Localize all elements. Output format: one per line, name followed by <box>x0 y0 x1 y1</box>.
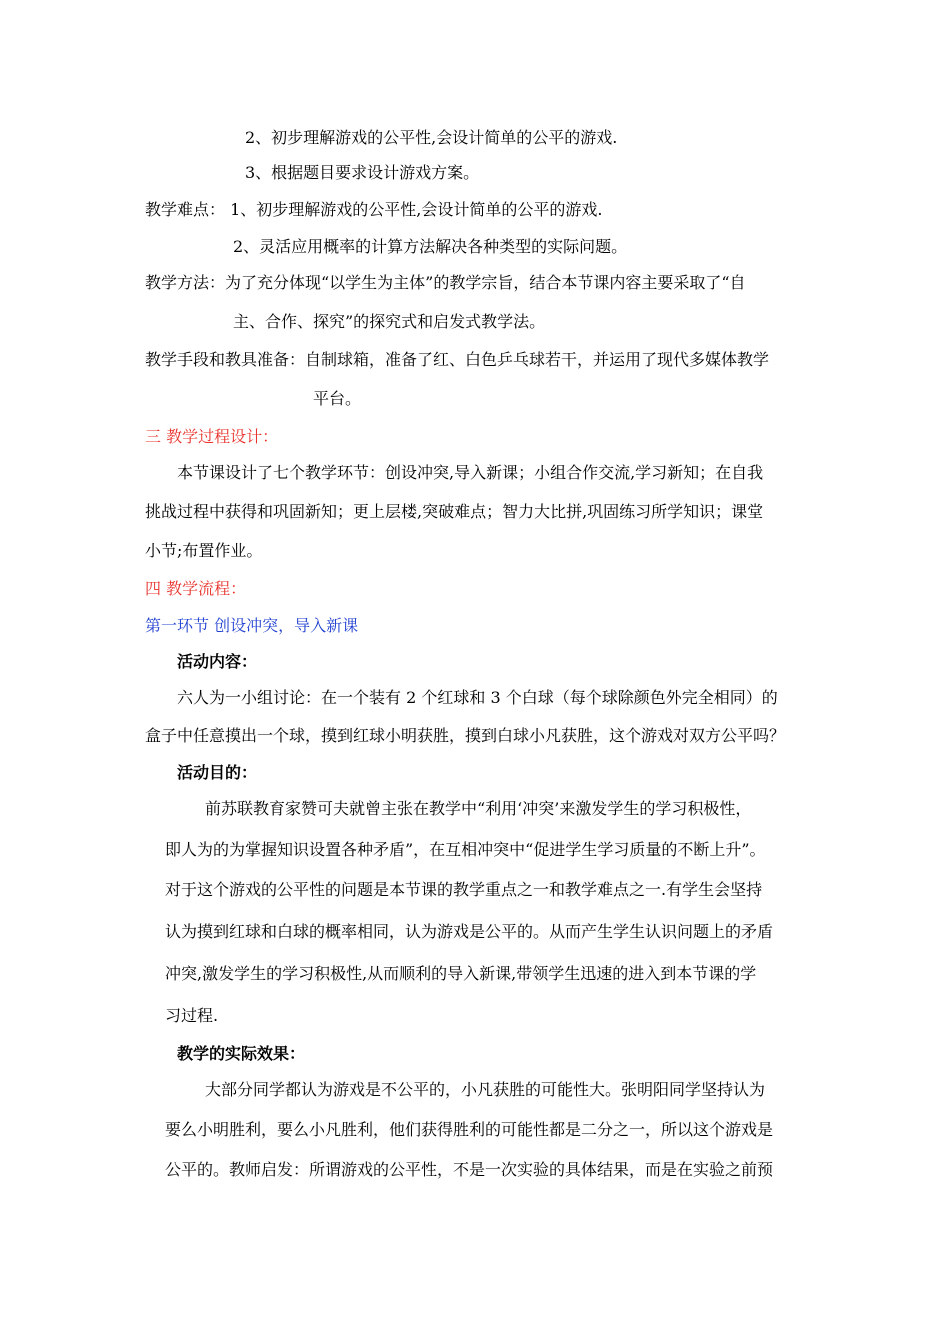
text-line: 2、初步理解游戏的公平性,会设计简单的公平的游戏. <box>245 128 618 147</box>
text-line: 平台。 <box>313 389 362 408</box>
text-line: 认为摸到红球和白球的概率相同，认为游戏是公平的。从而产生学生认识问题上的矛盾 <box>165 922 774 941</box>
section-heading: 四 教学流程： <box>145 579 247 598</box>
text-line: 大部分同学都认为游戏是不公平的，小凡获胜的可能性大。张明阳同学坚持认为 <box>205 1080 766 1099</box>
text-line: 挑战过程中获得和巩固新知；更上层楼,突破难点；智力大比拼,巩固练习所学知识；课堂 <box>145 502 764 521</box>
text-line: 习过程. <box>165 1006 219 1025</box>
label-heading: 活动内容： <box>177 652 258 671</box>
text-line: 主、合作、探究”的探究式和启发式教学法。 <box>233 312 546 331</box>
text-line: 六人为一小组讨论：在一个装有 2 个红球和 3 个白球（每个球除颜色外完全相同）的 <box>177 688 778 707</box>
label-heading: 活动目的： <box>177 763 258 782</box>
text-line: 教学手段和教具准备：自制球箱，准备了红、白色乒乓球若干，并运用了现代多媒体教学 <box>145 350 770 369</box>
text-line: 公平的。教师启发：所谓游戏的公平性，不是一次实验的具体结果，而是在实验之前预 <box>165 1160 774 1179</box>
label-heading: 教学的实际效果： <box>177 1044 306 1063</box>
text-line: 教学难点： 1、初步理解游戏的公平性,会设计简单的公平的游戏. <box>145 200 603 219</box>
text-line: 对于这个游戏的公平性的问题是本节课的教学重点之一和教学难点之一.有学生会坚持 <box>165 880 763 899</box>
text-line: 即人为的为掌握知识设置各种矛盾”，在互相冲突中“促进学生学习质量的不断上升”。 <box>165 840 766 859</box>
text-line: 前苏联教育家赞可夫就曾主张在教学中“利用‘冲突’来激发学生的学习积极性， <box>205 799 752 818</box>
subsection-heading: 第一环节 创设冲突，导入新课 <box>145 616 359 635</box>
text-line: 冲突,激发学生的学习积极性,从而顺利的导入新课,带领学生迅速的进入到本节课的学 <box>165 964 757 983</box>
text-line: 小节;布置作业。 <box>145 541 263 560</box>
text-line: 要么小明胜利，要么小凡胜利，他们获得胜利的可能性都是二分之一，所以这个游戏是 <box>165 1120 774 1139</box>
section-heading: 三 教学过程设计： <box>145 427 279 446</box>
text-line: 本节课设计了七个教学环节：创设冲突,导入新课；小组合作交流,学习新知；在自我 <box>177 463 764 482</box>
text-line: 教学方法：为了充分体现“以学生为主体”的教学宗旨，结合本节课内容主要采取了“自 <box>145 273 746 292</box>
text-line: 3、根据题目要求设计游戏方案。 <box>245 163 480 182</box>
text-line: 盒子中任意摸出一个球，摸到红球小明获胜，摸到白球小凡获胜，这个游戏对双方公平吗？ <box>145 726 786 745</box>
text-line: 2、灵活应用概率的计算方法解决各种类型的实际问题。 <box>233 237 628 256</box>
